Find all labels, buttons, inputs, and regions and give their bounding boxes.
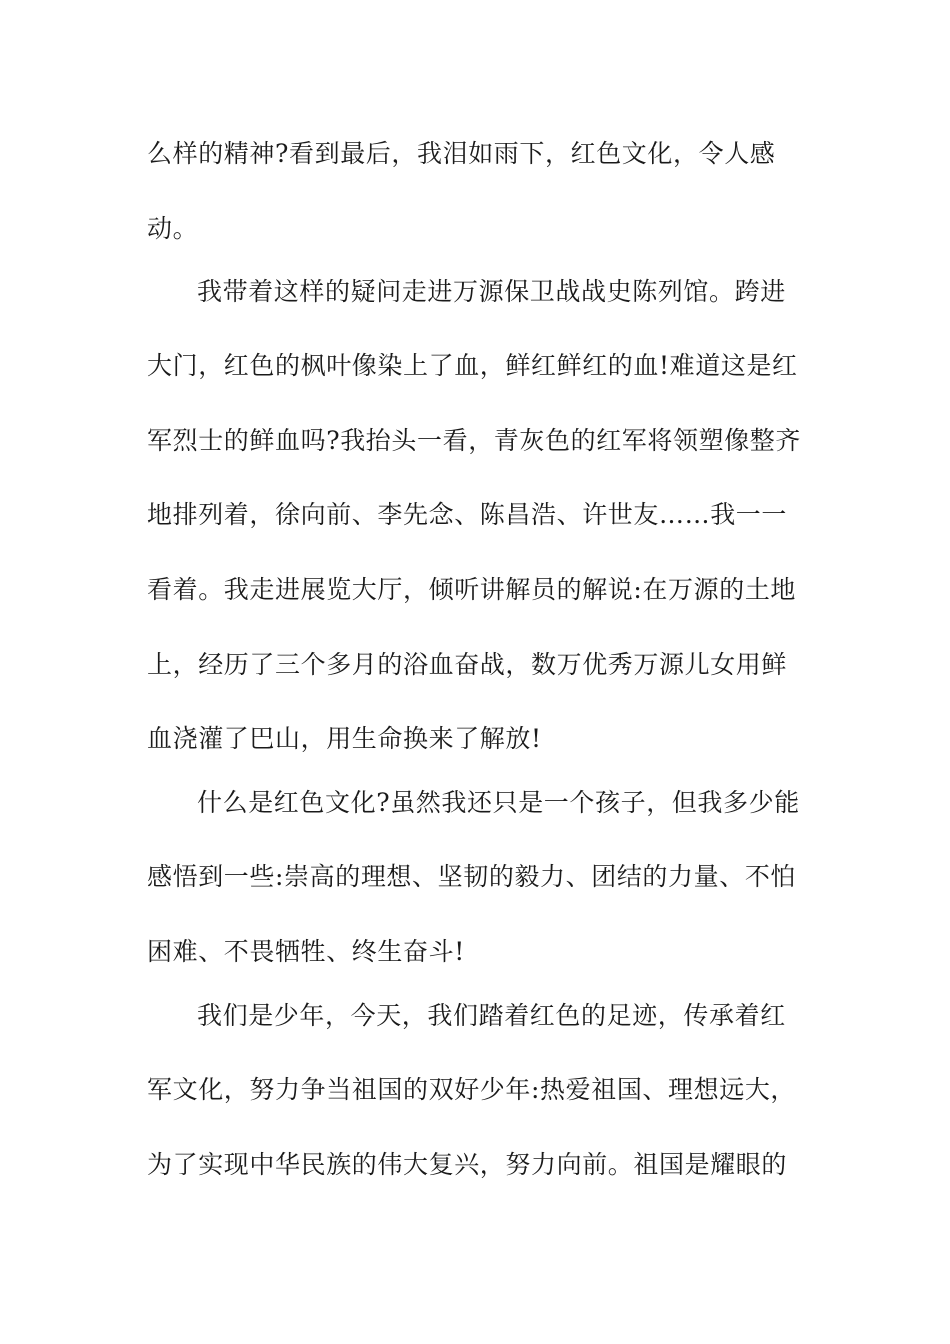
text-line: 为了实现中华民族的伟大复兴，努力向前。祖国是耀眼的 — [147, 1150, 788, 1179]
paragraph-start-line: 我带着这样的疑问走进万源保卫战战史陈列馆。跨进 — [197, 277, 786, 306]
text-line: 动。 — [147, 214, 199, 243]
text-line: 地排列着，徐向前、李先念、陈昌浩、许世友……我一一 — [147, 500, 788, 529]
text-line: 血浇灌了巴山，用生命换来了解放! — [147, 724, 542, 753]
paragraph-start-line: 什么是红色文化?虽然我还只是一个孩子，但我多少能 — [197, 788, 800, 817]
text-line: 上，经历了三个多月的浴血奋战，数万优秀万源儿女用鲜 — [147, 650, 788, 679]
text-line: 困难、不畏牺牲、终生奋斗! — [147, 937, 465, 966]
text-line: 感悟到一些:崇高的理想、坚韧的毅力、团结的力量、不怕 — [147, 862, 797, 891]
paragraph-start-line: 我们是少年，今天，我们踏着红色的足迹，传承着红 — [197, 1001, 786, 1030]
text-line: 大门，红色的枫叶像染上了血，鲜红鲜红的血!难道这是红 — [147, 351, 798, 380]
text-line: 么样的精神?看到最后，我泪如雨下，红色文化，令人感 — [147, 139, 776, 168]
text-line: 军烈士的鲜血吗?我抬头一看，青灰色的红军将领塑像整齐 — [147, 426, 802, 455]
text-line: 军文化，努力争当祖国的双好少年:热爱祖国、理想远大， — [147, 1075, 797, 1104]
text-line: 看着。我走进展览大厅，倾听讲解员的解说:在万源的土地 — [147, 575, 797, 604]
